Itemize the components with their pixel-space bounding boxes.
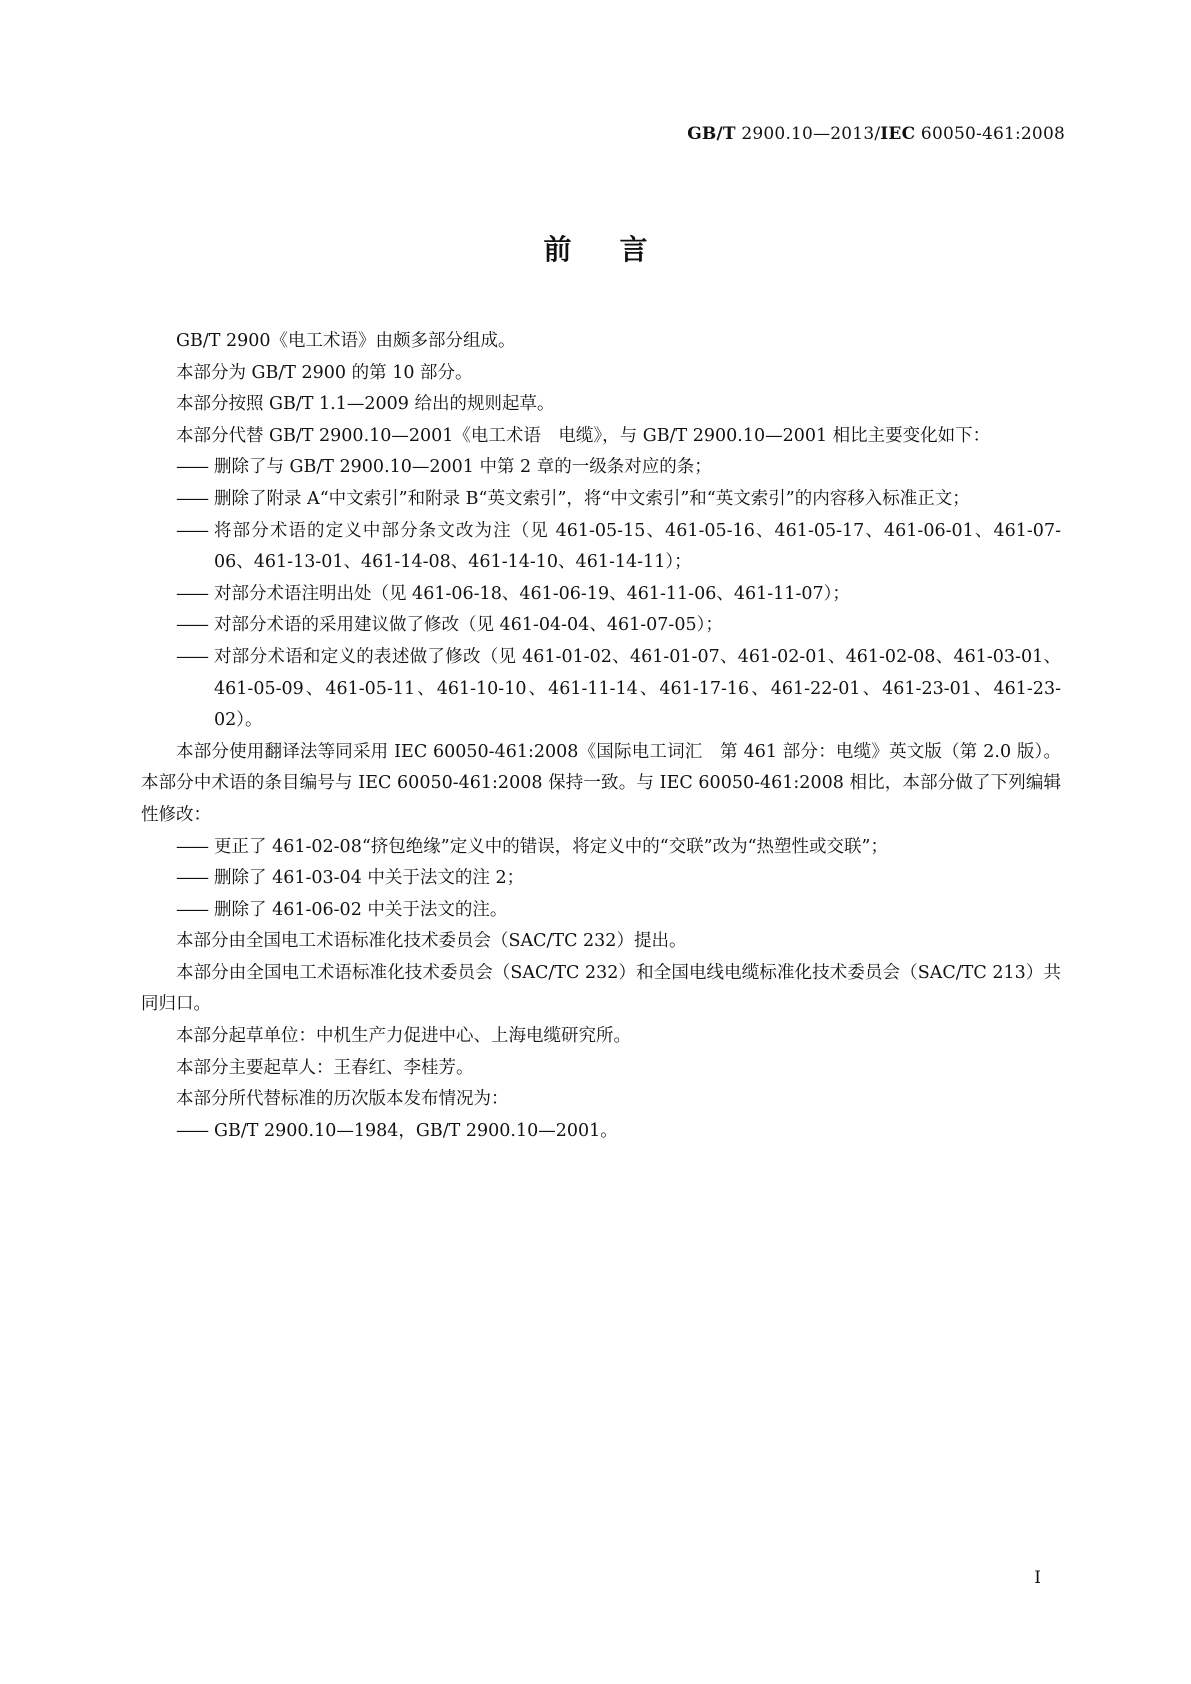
- paragraph: 本部分按照 GB/T 1.1—2009 给出的规则起草。: [176, 394, 555, 415]
- dash-marker: ——: [176, 836, 207, 857]
- paragraph: 本部分代替 GB/T 2900.10—2001《电工术语 电缆》，与 GB/T 2900.10—2001 相比主要变化如下：: [176, 425, 991, 446]
- dash-list-text: 对部分术语的采用建议做了修改（见 461-04-04、461-07-05）；: [214, 615, 723, 636]
- dash-marker: ——: [176, 488, 207, 509]
- dash-list-text: 删除了 461-03-04 中关于法文的注 2；: [214, 868, 525, 889]
- dash-list-item: [141, 610, 1061, 642]
- dash-list-text: GB/T 2900.10—1984，GB/T 2900.10—2001。: [214, 1120, 618, 1141]
- dash-list-text: 对部分术语和定义的表述做了修改（见 461-01-02、461-01-07、461-02-01、461-02-08、461-03-01、461-05-09、461-05-11、461-10-10、461-11-14、461-17-16、461-22-01、461-23-01、461-23-02）。: [214, 646, 1061, 731]
- paragraph: 本部分使用翻译法等同采用 IEC 60050-461:2008《国际电工词汇 第 461 部分：电缆》英文版（第 2.0 版）。本部分中术语的条目编号与 IEC 60050-461:2008 保持一致。与 IEC 60050-461:2008 相比，本部分做了下列编辑性修改：: [141, 741, 1061, 825]
- dash-marker: ——: [176, 646, 207, 667]
- dash-marker: ——: [176, 1120, 207, 1141]
- paragraph: 本部分为 GB/T 2900 的第 10 部分。: [176, 362, 473, 383]
- document-header: [687, 124, 1065, 144]
- dash-list-text: 删除了与 GB/T 2900.10—2001 中第 2 章的一级条对应的条；: [214, 457, 712, 478]
- dash-list-item: [141, 895, 1061, 927]
- dash-marker: ——: [176, 899, 207, 920]
- paragraph: GB/T 2900《电工术语》由颇多部分组成。: [176, 331, 516, 351]
- foreword-body: [141, 326, 1061, 1147]
- dash-list-text: 删除了附录 A“中文索引”和附录 B“英文索引”，将“中文索引”和“英文索引”的内容移入标准正文；: [214, 488, 970, 509]
- paragraph: 本部分由全国电工术语标准化技术委员会（SAC/TC 232）和全国电线电缆标准化技术委员会（SAC/TC 213）共同归口。: [141, 962, 1061, 1015]
- page-title: 前言: [543, 233, 696, 266]
- dash-list-text: 删除了 461-06-02 中关于法文的注。: [214, 899, 508, 920]
- dash-list-item: [141, 1116, 1061, 1148]
- dash-list-text: 将部分术语的定义中部分条文改为注（见 461-05-15、461-05-16、461-05-17、461-06-01、461-07-06、461-13-01、461-14-08、461-14-10、461-14-11）；: [214, 520, 1061, 573]
- dash-list-item: [141, 832, 1061, 864]
- page-number: I: [1034, 1568, 1041, 1588]
- dash-list-item: [141, 579, 1061, 611]
- dash-marker: ——: [176, 583, 207, 604]
- dash-marker: ——: [176, 457, 207, 478]
- header-iec: IEC: [880, 124, 916, 144]
- dash-list-item: [141, 452, 1061, 484]
- dash-marker: ——: [176, 868, 207, 889]
- dash-list-text: 对部分术语注明出处（见 461-06-18、461-06-19、461-11-06、461-11-07）；: [214, 583, 850, 604]
- paragraph: 本部分起草单位：中机生产力促进中心、上海电缆研究所。: [176, 1026, 631, 1047]
- paragraph: 本部分所代替标准的历次版本发布情况为：: [176, 1089, 509, 1110]
- paragraph: 本部分由全国电工术语标准化技术委员会（SAC/TC 232）提出。: [176, 931, 687, 952]
- dash-list-item: [141, 863, 1061, 895]
- header-iec-number: 60050-461:2008: [920, 124, 1065, 144]
- paragraph: 本部分主要起草人：王春红、李桂芳。: [176, 1057, 474, 1078]
- dash-list-item: [141, 642, 1061, 737]
- header-gb-number: 2900.10—2013/: [741, 124, 881, 144]
- dash-list-text: 更正了 461-02-08“挤包绝缘”定义中的错误，将定义中的“交联”改为“热塑性或交联”；: [214, 836, 889, 857]
- dash-marker: ——: [176, 520, 207, 541]
- header-gb: GB/T: [687, 124, 736, 144]
- dash-marker: ——: [176, 615, 207, 636]
- dash-list-item: [141, 516, 1061, 579]
- dash-list-item: [141, 484, 1061, 516]
